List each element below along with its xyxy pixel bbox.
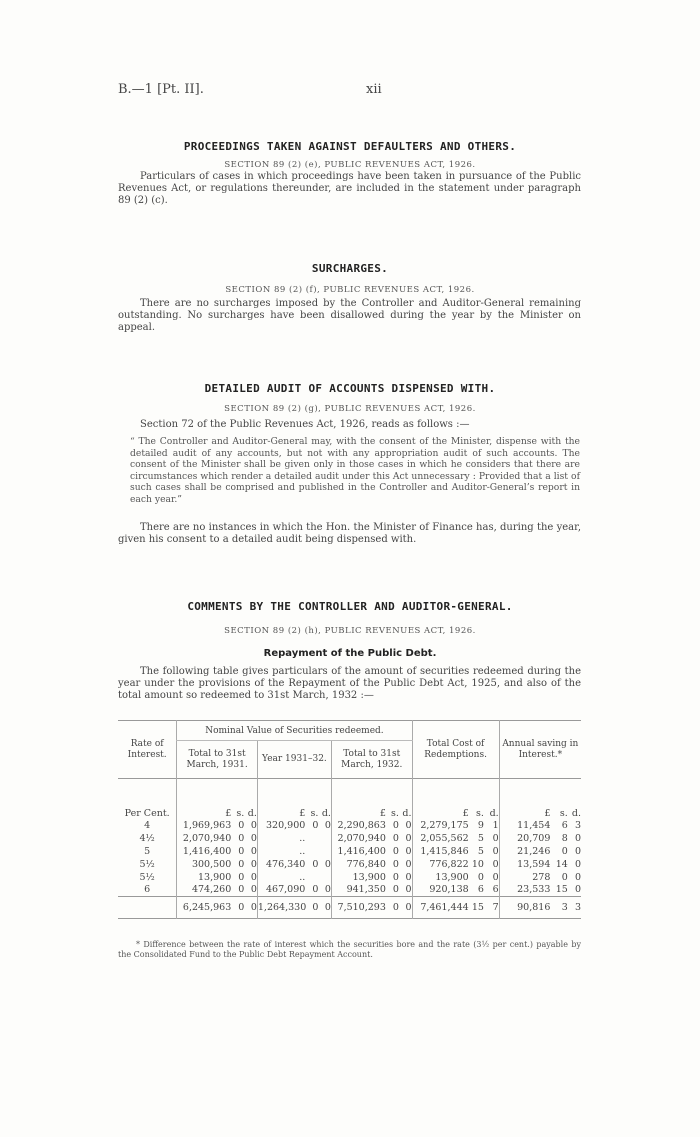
table-cell: 0 xyxy=(574,845,581,857)
totals-cell: 7,510,293 xyxy=(331,897,385,919)
table-cell: 0 xyxy=(324,884,331,896)
table-cell: 10 xyxy=(471,858,484,870)
units-rate: Per Cent. xyxy=(124,807,170,819)
units-d: d. xyxy=(321,807,331,819)
totals-cell: 7 xyxy=(492,902,499,913)
audit-quote: “ The Controller and Auditor-General may, with the consent of the Minister, dispense with the detailed audit of any accounts, but not with any appropriation audit of such accounts. The consent of the Minister shall be given only in those cases in which he considers that there are circumstances which render a detailed audit under this Act unnecessary : Provided that a list of such cases shall be comprised and published in the Controller and Auditor-General’s report in each year.” xyxy=(130,436,580,505)
table-cell: 13,900 xyxy=(412,871,469,884)
table-cell: 0 xyxy=(392,871,399,883)
table-cell: 0 xyxy=(405,884,412,896)
col-head-total-1932: Total to 31st March, 1932. xyxy=(331,741,412,779)
table-cell: 0 xyxy=(312,819,319,831)
table-cell: 6 xyxy=(477,884,484,896)
table-cell: 3 xyxy=(574,819,581,831)
table-cell xyxy=(318,871,331,884)
table-cell: 0 xyxy=(238,819,245,831)
table-cell: 0 xyxy=(574,884,581,896)
surcharges-heading: SURCHARGES. xyxy=(311,262,389,275)
table-cell: 0 xyxy=(405,845,412,857)
table-cell: 0 xyxy=(238,871,245,883)
table-cell: 2,279,175 xyxy=(412,819,469,832)
table-cell: 2,070,940 xyxy=(331,832,385,845)
col-head-nominal: Nominal Value of Securities redeemed. xyxy=(177,721,412,741)
table-cell: 0 xyxy=(250,832,257,844)
table-cell: 0 xyxy=(392,832,399,844)
table-cell: 1,416,400 xyxy=(331,845,385,858)
page-number: xii xyxy=(366,82,382,97)
table-cell: 0 xyxy=(405,858,412,870)
repayment-paragraph: The following table gives particulars of the amount of securities redeemed during the year under the provisions of the Repayment of the Public Debt Act, 1925, and also of the total amount so redeemed to 31st March, 1932 :— xyxy=(118,666,581,701)
units-d: d. xyxy=(402,807,412,819)
table-cell: 476,340 xyxy=(257,858,305,871)
col-head-year: Year 1931–32. xyxy=(257,741,331,779)
table-row xyxy=(118,832,581,845)
table-cell: 2,070,940 xyxy=(177,832,231,845)
totals-cell: 3 xyxy=(574,902,581,913)
totals-cell: 0 xyxy=(392,902,399,913)
table-cell: 0 xyxy=(574,832,581,844)
table-cell: 5½ xyxy=(139,871,155,883)
table-cell: 474,260 xyxy=(177,884,231,897)
table-cell: 5½ xyxy=(139,858,155,870)
surcharges-section: SECTION 89 (2) (f), PUBLIC REVENUES ACT, 1926. xyxy=(225,285,475,295)
defaulters-paragraph: Particulars of cases in which proceedings have been taken in pursuance of the Public Revenues Act, or regulations thereunder, are included in the statement under paragraph 89 (2) (c). xyxy=(118,171,581,206)
units-s: s. xyxy=(559,807,568,819)
table-cell: 0 xyxy=(392,884,399,896)
table-cell: 0 xyxy=(561,845,568,857)
table-cell: 11,454 xyxy=(499,819,550,832)
defaulters-heading: PROCEEDINGS TAKEN AGAINST DEFAULTERS AND OTHERS. xyxy=(183,140,517,153)
totals-cell: 6,245,963 xyxy=(177,897,231,919)
table-cell: 4½ xyxy=(139,832,155,844)
table-cell: 0 xyxy=(574,858,581,870)
table-cell: 0 xyxy=(250,884,257,896)
units-pound: £ xyxy=(412,779,469,819)
table-cell: 1,969,963 xyxy=(177,819,231,832)
table-header-row-1 xyxy=(118,721,581,741)
table-cell: 0 xyxy=(324,858,331,870)
table-cell: 0 xyxy=(238,884,245,896)
units-s: s. xyxy=(236,807,245,819)
table-row xyxy=(118,819,581,832)
table-cell: 0 xyxy=(561,871,568,883)
table-cell xyxy=(318,845,331,858)
comments-heading: COMMENTS BY THE CONTROLLER AND AUDITOR-GENERAL. xyxy=(187,600,513,613)
totals-cell: 0 xyxy=(312,902,319,913)
defaulters-section: SECTION 89 (2) (e), PUBLIC REVENUES ACT, 1926. xyxy=(224,160,476,170)
surcharges-paragraph: There are no surcharges imposed by the Controller and Auditor-General remaining outstanding. No surcharges have been disallowed during the year by the Minister on appeal. xyxy=(118,298,581,333)
table-cell: 467,090 xyxy=(257,884,305,897)
units-s: s. xyxy=(391,807,399,819)
table-cell: 20,709 xyxy=(499,832,550,845)
table-cell: 15 xyxy=(555,884,568,896)
table-cell: 0 xyxy=(574,871,581,883)
table-cell: 300,500 xyxy=(177,858,231,871)
table-cell: 0 xyxy=(312,884,319,896)
table-cell: 8 xyxy=(561,832,568,844)
table-cell: .. xyxy=(257,845,305,858)
table-cell: 920,138 xyxy=(412,884,469,897)
table-body xyxy=(118,819,581,897)
units-pound: £ xyxy=(257,779,305,819)
audit-section: SECTION 89 (2) (g), PUBLIC REVENUES ACT, 1926. xyxy=(224,404,476,414)
table-cell: 0 xyxy=(492,845,499,857)
table-cell: 1 xyxy=(492,819,499,831)
table-cell: 0 xyxy=(492,871,499,883)
totals-cell: 0 xyxy=(405,902,412,913)
table-cell: 5 xyxy=(477,832,484,844)
table-cell: 13,900 xyxy=(331,871,385,884)
table-cell: 9 xyxy=(477,819,484,831)
table-cell: 0 xyxy=(477,871,484,883)
table-cell xyxy=(305,832,318,845)
table-cell: .. xyxy=(257,832,305,845)
col-head-cost: Total Cost of Redemptions. xyxy=(412,721,499,779)
table-cell xyxy=(305,871,318,884)
table-row xyxy=(118,858,581,871)
units-pound: £ xyxy=(499,779,550,819)
totals-cell: 90,816 xyxy=(499,897,550,919)
table-cell: 13,900 xyxy=(177,871,231,884)
table-cell: 0 xyxy=(238,858,245,870)
table-cell: 6 xyxy=(144,884,151,896)
audit-intro: Section 72 of the Public Revenues Act, 1926, reads as follows :— xyxy=(140,419,470,430)
table-cell: 941,350 xyxy=(331,884,385,897)
table-totals-row xyxy=(118,897,581,919)
table-cell: 0 xyxy=(405,819,412,831)
table-cell: 0 xyxy=(238,832,245,844)
units-pound: £ xyxy=(177,779,231,819)
totals-cell: 15 xyxy=(471,902,484,913)
table-cell: 6 xyxy=(492,884,499,896)
totals-cell: 0 xyxy=(250,902,257,913)
table-cell: 0 xyxy=(392,845,399,857)
totals-cell: 1,264,330 xyxy=(257,897,305,919)
table-cell: 2,290,863 xyxy=(331,819,385,832)
table-cell: 0 xyxy=(250,819,257,831)
totals-cell: 0 xyxy=(238,902,245,913)
table-units-row xyxy=(118,779,581,819)
audit-paragraph: There are no instances in which the Hon. the Minister of Finance has, during the year, given his consent to a detailed audit being dispensed with. xyxy=(118,522,581,545)
table-cell: .. xyxy=(257,871,305,884)
table-cell: 0 xyxy=(405,832,412,844)
table-row xyxy=(118,871,581,884)
table-row xyxy=(118,845,581,858)
table-cell: 0 xyxy=(392,858,399,870)
table-cell: 0 xyxy=(238,845,245,857)
table-cell: 0 xyxy=(250,871,257,883)
table-cell: 0 xyxy=(250,858,257,870)
table-cell: 0 xyxy=(312,858,319,870)
table-cell: 5 xyxy=(144,845,151,857)
table-cell: 21,246 xyxy=(499,845,550,858)
totals-cell: 7,461,444 xyxy=(412,897,469,919)
table-row xyxy=(118,884,581,897)
footnote: * Difference between the rate of interest which the securities bore and the rate (3½ per cent.) payable by the Consolidated Fund to the Public Debt Repayment Account. xyxy=(118,940,581,959)
totals-cell: 3 xyxy=(561,902,568,913)
page-reference: B.—1 [Pt. II]. xyxy=(118,82,204,97)
totals-label xyxy=(118,897,177,919)
units-d: d. xyxy=(571,807,581,819)
table-cell: 14 xyxy=(555,858,568,870)
table-cell: 4 xyxy=(144,819,151,831)
table-cell: 0 xyxy=(492,858,499,870)
table-cell: 0 xyxy=(250,845,257,857)
table-cell xyxy=(305,845,318,858)
units-d: d. xyxy=(489,807,499,819)
table-cell: 0 xyxy=(392,819,399,831)
table-cell: 6 xyxy=(561,819,568,831)
table-cell: 0 xyxy=(405,871,412,883)
table-cell: 320,900 xyxy=(257,819,305,832)
repayment-table xyxy=(118,720,581,919)
col-head-total-1931: Total to 31st March, 1931. xyxy=(177,741,258,779)
table-cell: 2,055,562 xyxy=(412,832,469,845)
units-d: d. xyxy=(247,807,257,819)
totals-cell: 0 xyxy=(324,902,331,913)
table-cell: 776,840 xyxy=(331,858,385,871)
table-cell: 13,594 xyxy=(499,858,550,871)
comments-section: SECTION 89 (2) (h), PUBLIC REVENUES ACT, 1926. xyxy=(224,626,476,636)
table-cell: 1,416,400 xyxy=(177,845,231,858)
units-pound: £ xyxy=(331,779,385,819)
table-cell: 0 xyxy=(324,819,331,831)
units-s: s. xyxy=(476,807,484,819)
table-cell: 23,533 xyxy=(499,884,550,897)
table-cell: 0 xyxy=(492,832,499,844)
table-cell xyxy=(318,832,331,845)
col-head-rate: Rate of Interest. xyxy=(127,738,167,760)
repayment-subheading: Repayment of the Public Debt. xyxy=(263,648,437,659)
units-s: s. xyxy=(310,807,319,819)
audit-heading: DETAILED AUDIT OF ACCOUNTS DISPENSED WITH. xyxy=(204,382,496,395)
table-cell: 5 xyxy=(477,845,484,857)
table-cell: 1,415,846 xyxy=(412,845,469,858)
table-cell: 776,822 xyxy=(412,858,469,871)
table-cell: 278 xyxy=(499,871,550,884)
col-head-saving: Annual saving in Interest.* xyxy=(499,721,581,779)
